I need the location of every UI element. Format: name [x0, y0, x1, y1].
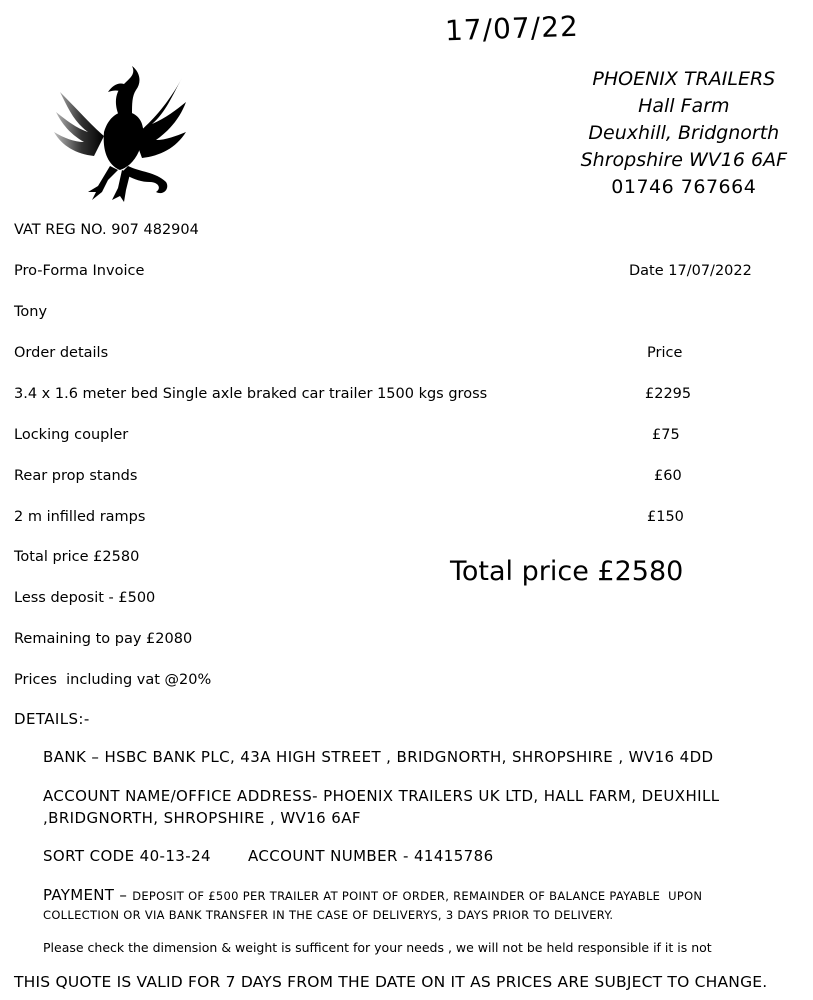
account-number: ACCOUNT NUMBER - 41415786 [248, 847, 494, 865]
customer-name: Tony [14, 304, 48, 320]
total-price-highlight: Total price £2580 [450, 556, 684, 587]
company-address-line-2: Deuxhill, Bridgnorth [588, 122, 780, 144]
line-item-description: 3.4 x 1.6 meter bed Single axle braked car trailer 1500 kgs gross [14, 386, 488, 402]
order-details-header: Order details [14, 345, 109, 361]
price-header: Price [647, 345, 683, 361]
details-header: DETAILS:- [14, 710, 90, 728]
company-address-block [581, 66, 787, 201]
line-item-price: £75 [652, 427, 680, 443]
line-item-price: £150 [647, 509, 684, 525]
disclaimer: Please check the dimension & weight is sufficent for your needs , we will not be held responsible if it is not [43, 940, 712, 955]
account-name-line-1: ACCOUNT NAME/OFFICE ADDRESS- PHOENIX TRAILERS UK LTD, HALL FARM, DEUXHILL [43, 787, 720, 805]
vat-note: Prices including vat @20% [14, 672, 212, 688]
line-item-description: 2 m infilled ramps [14, 509, 146, 525]
payment-label: PAYMENT – [43, 886, 128, 904]
invoice-date: Date 17/07/2022 [629, 263, 752, 279]
quote-validity-notice: THIS QUOTE IS VALID FOR 7 DAYS FROM THE DATE ON IT AS PRICES ARE SUBJECT TO CHANGE. [14, 973, 768, 991]
payment-terms [43, 886, 783, 925]
line-item-price: £60 [654, 468, 682, 484]
invoice-type: Pro-Forma Invoice [14, 263, 145, 279]
remaining-balance-line: Remaining to pay £2080 [14, 631, 193, 647]
sort-code: SORT CODE 40-13-24 [43, 847, 211, 865]
total-price-line: Total price £2580 [14, 549, 140, 565]
phoenix-bird-icon [48, 62, 196, 208]
payment-terms-line-2: COLLECTION OR VIA BANK TRANSFER IN THE CASE OF DELIVERYS, 3 DAYS PRIOR TO DELIVERY. [43, 908, 614, 922]
line-item-description: Rear prop stands [14, 468, 138, 484]
handwritten-date: 17/07/22 [444, 9, 580, 48]
company-name: PHOENIX TRAILERS [592, 68, 776, 90]
vat-reg-number: VAT REG NO. 907 482904 [14, 222, 199, 238]
deposit-line: Less deposit - £500 [14, 590, 156, 606]
payment-terms-line-1: DEPOSIT OF £500 PER TRAILER AT POINT OF ORDER, REMAINDER OF BALANCE PAYABLE UPON [132, 889, 703, 903]
bank-details: BANK – HSBC BANK PLC, 43A HIGH STREET , BRIDGNORTH, SHROPSHIRE , WV16 4DD [43, 748, 714, 766]
company-address-line-3: Shropshire WV16 6AF [580, 149, 787, 171]
account-name-line-2: ,BRIDGNORTH, SHROPSHIRE , WV16 6AF [43, 809, 361, 827]
company-phone: 01746 767664 [611, 176, 757, 198]
company-address-line-1: Hall Farm [638, 95, 730, 117]
line-item-price: £2295 [645, 386, 692, 402]
line-item-description: Locking coupler [14, 427, 129, 443]
